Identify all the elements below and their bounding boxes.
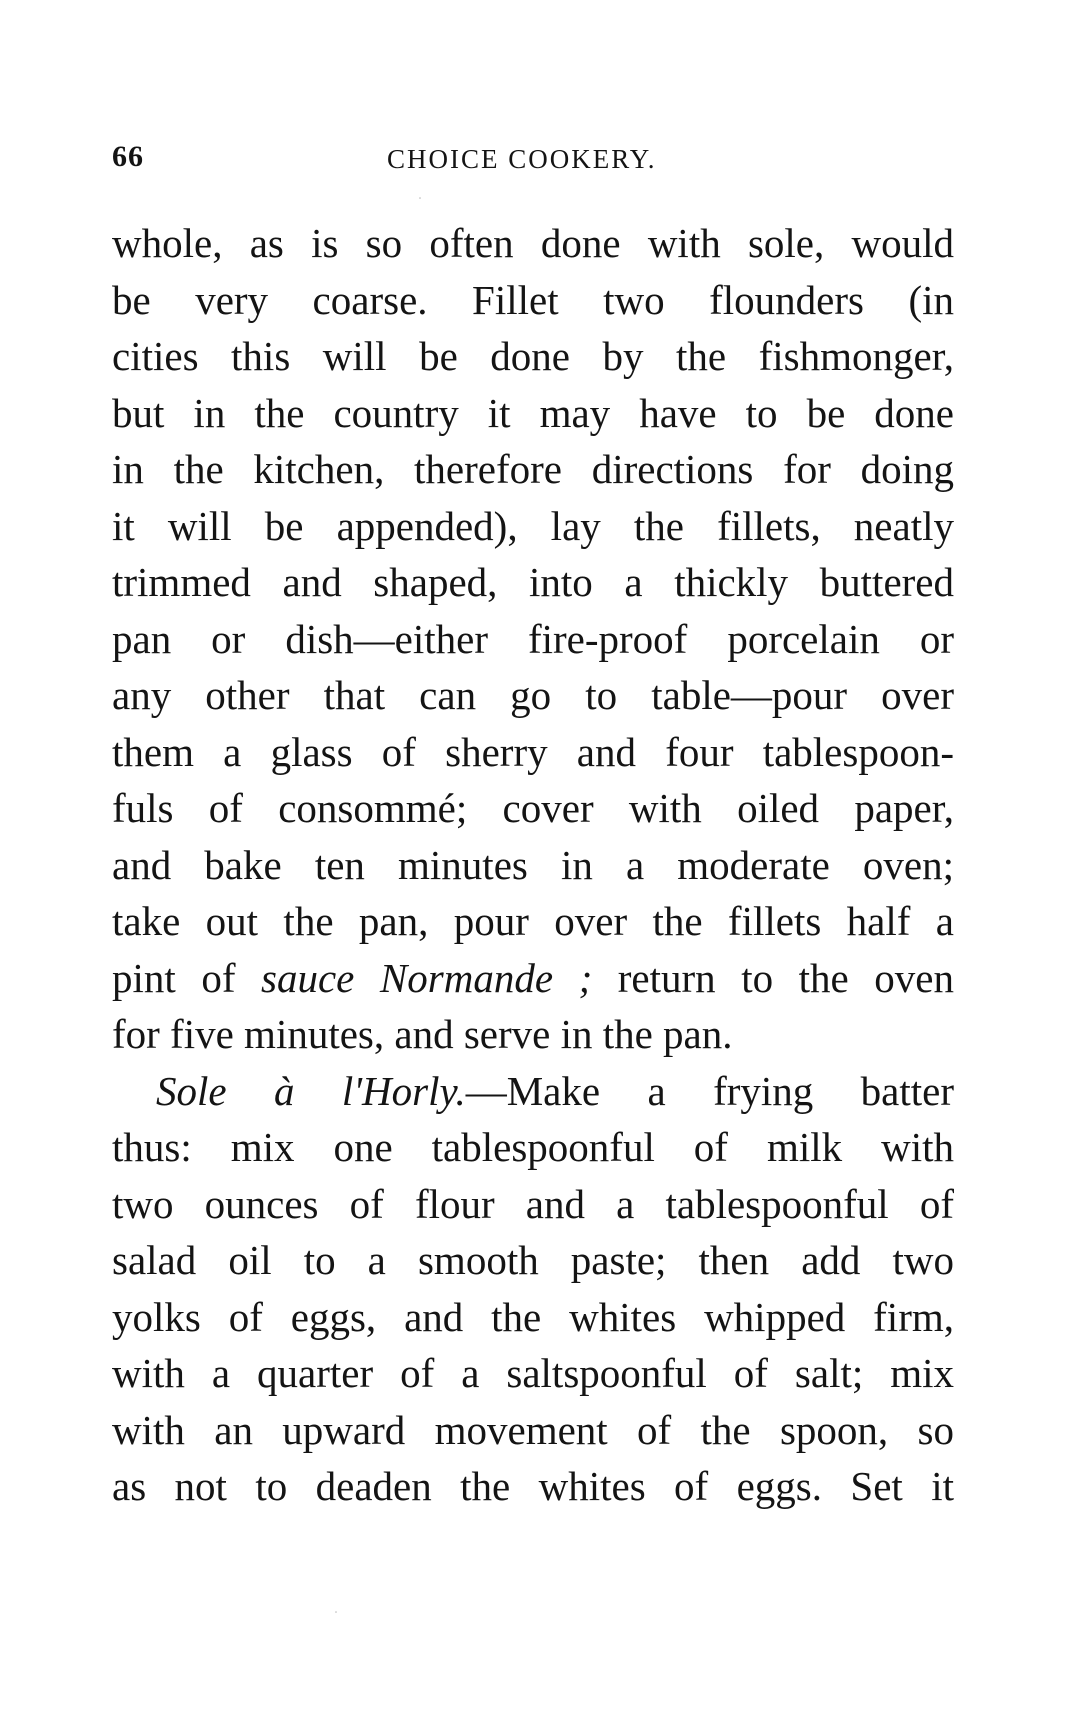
text-line: thus: mix one tablespoonful of milk with bbox=[112, 1124, 954, 1170]
text-line: fuls of consommé; cover with oiled paper, bbox=[112, 785, 954, 831]
text-line: trimmed and shaped, into a thickly buttered bbox=[112, 559, 954, 605]
running-head bbox=[112, 140, 954, 180]
text-line: take out the pan, pour over the fillets half a bbox=[112, 898, 954, 944]
text-line: and bake ten minutes in a moderate oven; bbox=[112, 841, 954, 888]
text-line: in the kitchen, therefore directions for doing bbox=[112, 446, 954, 492]
text-line: but in the country it may have to be done bbox=[112, 389, 954, 436]
text-line: them a glass of sherry and four tablespoon- bbox=[112, 728, 954, 775]
text-line: whole, as is so often done with sole, would bbox=[112, 220, 954, 266]
text-run: —Make a frying batter bbox=[465, 1067, 954, 1114]
recipe-heading-line bbox=[112, 1063, 954, 1120]
text-line: as not to deaden the whites of eggs. Set it bbox=[112, 1463, 954, 1509]
text-line: salad oil to a smooth paste; then add two bbox=[112, 1237, 954, 1283]
text-line bbox=[112, 950, 954, 1007]
text-line: it will be appended), lay the fillets, neatly bbox=[112, 502, 954, 549]
text-line: two ounces of flour and a tablespoonful of bbox=[112, 1180, 954, 1227]
text-line: yolks of eggs, and the whites whipped firm, bbox=[112, 1293, 954, 1340]
recipe-title-italic: Sole à l'Horly. bbox=[156, 1067, 466, 1114]
text-line: any other that can go to table—pour over bbox=[112, 672, 954, 718]
text-line: with a quarter of a saltspoonful of salt; mix bbox=[112, 1350, 954, 1396]
sauce-name-italic: sauce Normande ; bbox=[261, 954, 593, 1001]
text-line: be very coarse. Fillet two flounders (in bbox=[112, 276, 954, 323]
speck bbox=[419, 197, 421, 199]
speck bbox=[335, 1611, 337, 1613]
text-run: pint of bbox=[112, 954, 262, 1001]
running-title: CHOICE COOKERY. bbox=[387, 144, 657, 174]
text-line: for five minutes, and serve in the pan. bbox=[112, 1011, 733, 1057]
text-line: pan or dish—either fire-proof porcelain or bbox=[112, 615, 954, 662]
text-run: return to the oven bbox=[592, 954, 954, 1001]
text-line: with an upward movement of the spoon, so bbox=[112, 1406, 954, 1453]
body-text bbox=[112, 215, 954, 1515]
text-line: cities this will be done by the fishmonger, bbox=[112, 333, 954, 379]
page-number: 66 bbox=[112, 140, 144, 173]
